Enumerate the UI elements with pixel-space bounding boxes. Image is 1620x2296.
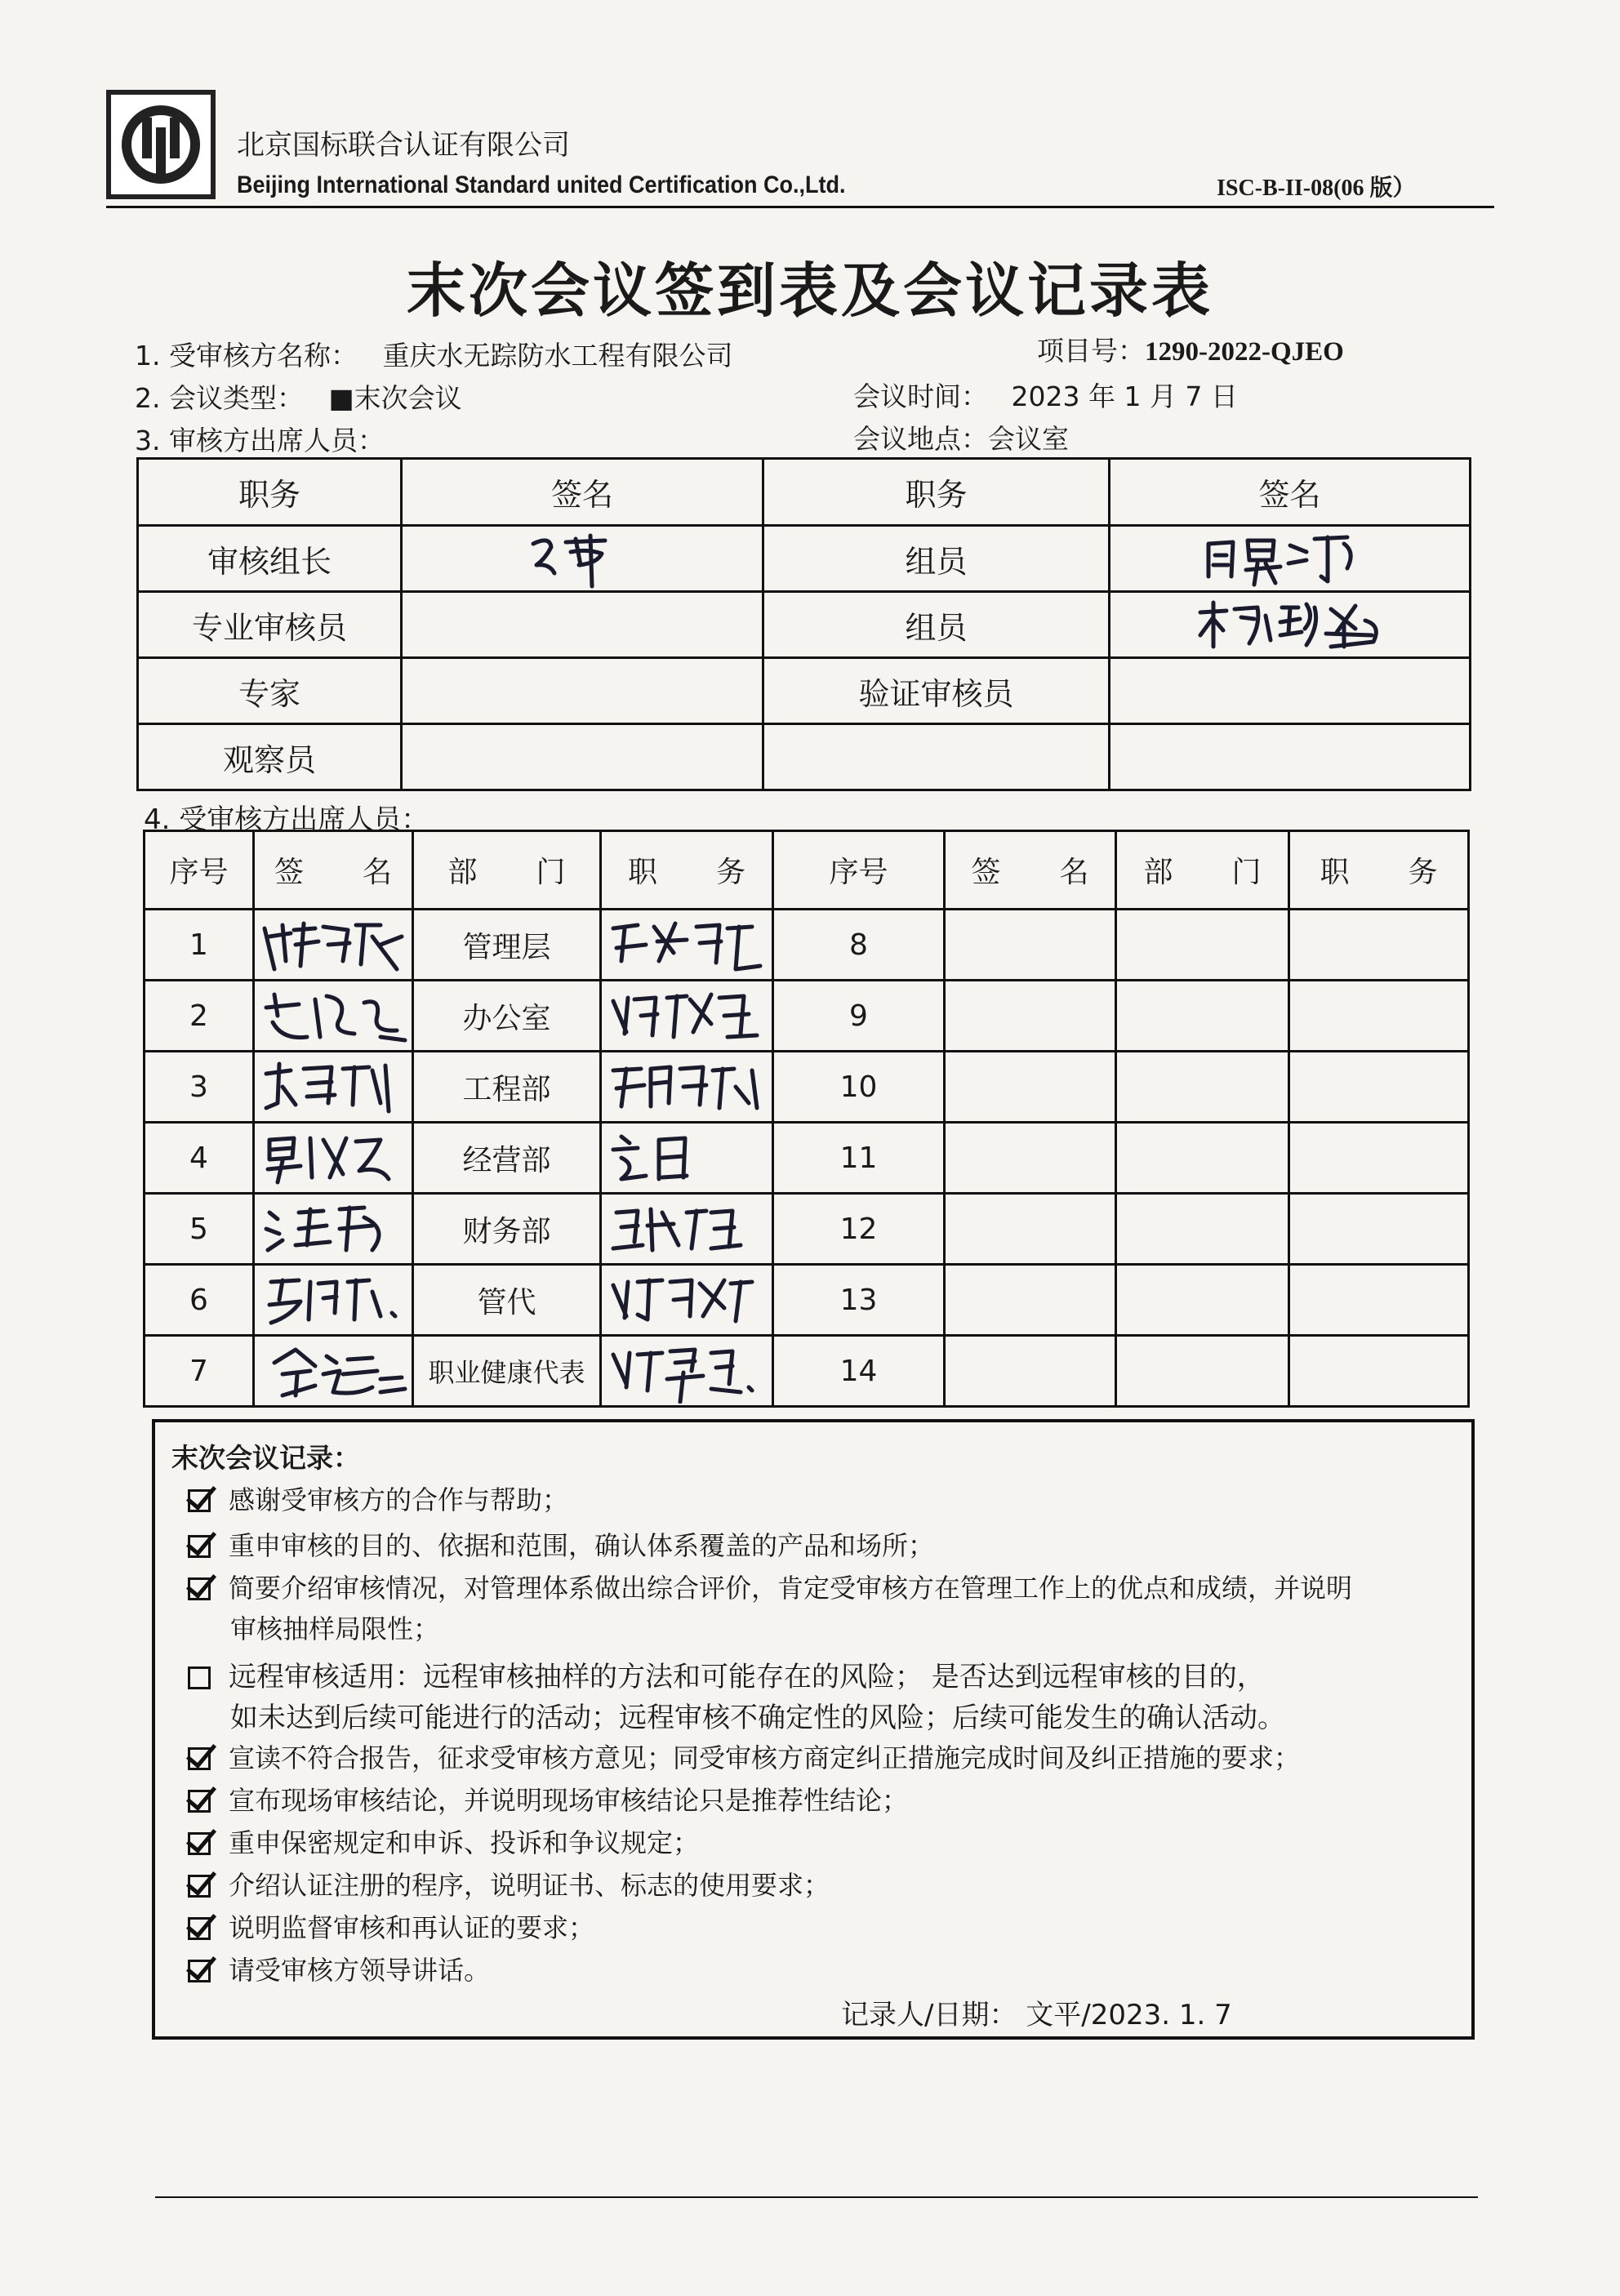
- header-position: 职 务: [1289, 831, 1469, 910]
- signature-cell: [254, 1336, 413, 1407]
- checked-checkbox-icon[interactable]: [188, 1960, 211, 1982]
- unchecked-checkbox-icon[interactable]: [188, 1666, 211, 1689]
- checked-checkbox-icon[interactable]: [188, 1917, 211, 1940]
- company-name-cn: 北京国标联合认证有限公司: [237, 129, 570, 162]
- checked-checkbox-icon[interactable]: [188, 1489, 211, 1512]
- header-role: 职务: [763, 459, 1110, 526]
- row-number: 13: [773, 1265, 945, 1336]
- position-cell: [601, 1123, 773, 1194]
- auditee-table-header: [145, 831, 1469, 910]
- position-cell: [601, 1052, 773, 1123]
- signature-cell: [402, 724, 763, 790]
- position-cell: [601, 1336, 773, 1407]
- row-number: 4: [145, 1123, 254, 1194]
- record-item-text: 远程审核适用：远程审核抽样的方法和可能存在的风险； 是否达到远程审核的目的，: [229, 1661, 1265, 1693]
- checked-checkbox-icon[interactable]: [188, 1535, 211, 1558]
- signature-cell: [945, 1265, 1116, 1336]
- record-item-text: 宣布现场审核结论，并说明现场审核结论只是推荐性结论；: [229, 1785, 909, 1816]
- audit-attendees-label: 3. 审核方出席人员：: [135, 425, 385, 456]
- header-role: 职务: [138, 459, 402, 526]
- row-number: 1: [145, 910, 254, 981]
- footer-rule: [155, 2196, 1478, 2198]
- form-code: ISC-B-II-08(06 版）: [1217, 176, 1416, 201]
- row-number: 10: [773, 1052, 945, 1123]
- row-number: 7: [145, 1336, 254, 1407]
- signature-cell: [945, 1194, 1116, 1265]
- record-item-continued: 如未达到后续可能进行的活动；远程审核不确定性的风险；后续可能发生的确认活动。: [230, 1702, 1285, 1734]
- handwritten-signature: [258, 1054, 409, 1119]
- table-row: [138, 724, 1471, 790]
- role-cell: 组员: [763, 526, 1110, 592]
- table-row: [145, 1336, 1469, 1407]
- handwritten-signature: [605, 1196, 768, 1261]
- header-department: 部 门: [1116, 831, 1289, 910]
- department-cell: 职业健康代表: [413, 1336, 601, 1407]
- signature-cell: [1110, 724, 1471, 790]
- record-item: [188, 1568, 1352, 1605]
- record-item: [188, 1525, 934, 1563]
- header-signature: 签名: [402, 459, 763, 526]
- header-no: 序号: [145, 831, 254, 910]
- signature-cell: [254, 1052, 413, 1123]
- signature-cell: [402, 658, 763, 724]
- meeting-record-title: 末次会议记录：: [171, 1442, 360, 1474]
- role-cell: 专家: [138, 658, 402, 724]
- header-position: 职 务: [601, 831, 773, 910]
- row-number: 3: [145, 1052, 254, 1123]
- department-cell: 财务部: [413, 1194, 601, 1265]
- role-cell: 观察员: [138, 724, 402, 790]
- header-rule: [106, 206, 1494, 208]
- table-row: [145, 1265, 1469, 1336]
- record-item-text: 介绍认证注册的程序，说明证书、标志的使用要求；: [229, 1870, 830, 1901]
- department-cell: [1116, 1265, 1289, 1336]
- signature-cell: [945, 1123, 1116, 1194]
- header-signature: 签名: [1110, 459, 1471, 526]
- company-name-en: Beijing International Standard united Certification Co.,Ltd.: [237, 171, 846, 198]
- checked-checkbox-icon[interactable]: [188, 1747, 211, 1770]
- location: 会议室: [988, 423, 1069, 455]
- role-cell: [763, 724, 1110, 790]
- position-cell: [1289, 910, 1469, 981]
- signature-cell: [402, 526, 763, 592]
- record-item-text: 请受审核方领导讲话。: [229, 1955, 491, 1986]
- checked-checkbox-icon[interactable]: [188, 1790, 211, 1813]
- project-number: 1290-2022-QJEO: [1145, 337, 1344, 367]
- recorder-value: 文平/2023. 1. 7: [1026, 1999, 1232, 2031]
- department-cell: 办公室: [413, 981, 601, 1052]
- logo-icon: [111, 95, 211, 194]
- handwritten-signature: [605, 1125, 768, 1190]
- handwritten-signature: [1184, 527, 1396, 590]
- record-item: [188, 1907, 594, 1945]
- row-number: 9: [773, 981, 945, 1052]
- project-line: [1037, 330, 1344, 368]
- auditee-attendees-table: [143, 830, 1470, 1408]
- header-signature: 签 名: [945, 831, 1116, 910]
- handwritten-signature: [258, 912, 409, 977]
- role-cell: 组员: [763, 592, 1110, 658]
- position-cell: [1289, 981, 1469, 1052]
- department-cell: 管理层: [413, 910, 601, 981]
- department-cell: [1116, 981, 1289, 1052]
- position-cell: [1289, 1194, 1469, 1265]
- signature-cell: [254, 1123, 413, 1194]
- signature-cell: [1110, 526, 1471, 592]
- table-row: [145, 981, 1469, 1052]
- company-logo: [106, 90, 216, 199]
- table-row: [145, 910, 1469, 981]
- meeting-type: ■末次会议: [328, 382, 462, 414]
- role-cell: 审核组长: [138, 526, 402, 592]
- department-cell: [1116, 1336, 1289, 1407]
- row-number: 5: [145, 1194, 254, 1265]
- signature-cell: [1110, 658, 1471, 724]
- location-label: 会议地点：: [853, 423, 988, 455]
- meeting-time-label: 会议时间：: [853, 380, 988, 412]
- checked-checkbox-icon[interactable]: [188, 1832, 211, 1855]
- department-cell: [1116, 1123, 1289, 1194]
- table-row: [138, 658, 1471, 724]
- signature-cell: [402, 592, 763, 658]
- role-cell: 验证审核员: [763, 658, 1110, 724]
- row-number: 8: [773, 910, 945, 981]
- handwritten-signature: [258, 983, 409, 1048]
- record-item-text: 宣读不符合报告，征求受审核方意见；同受审核方商定纠正措施完成时间及纠正措施的要求；: [229, 1742, 1301, 1773]
- meeting-type-line: [135, 377, 462, 416]
- handwritten-signature: [258, 1196, 409, 1261]
- department-cell: 工程部: [413, 1052, 601, 1123]
- meeting-type-label: 2. 会议类型：: [135, 382, 304, 414]
- signature-cell: [945, 1052, 1116, 1123]
- audit-team-table: [136, 457, 1471, 791]
- signature-cell: [254, 981, 413, 1052]
- signature-cell: [945, 1336, 1116, 1407]
- auditee-line: [135, 335, 732, 373]
- meeting-time: 2023 年 1 月 7 日: [1011, 380, 1238, 412]
- record-item-text: 简要介绍审核情况，对管理体系做出综合评价，肯定受审核方在管理工作上的优点和成绩，并说明: [229, 1573, 1353, 1604]
- recorder-label: 记录人/日期：: [841, 1999, 1017, 2031]
- meeting-time-line: [853, 376, 1238, 414]
- row-number: 11: [773, 1123, 945, 1194]
- department-cell: 管代: [413, 1265, 601, 1336]
- handwritten-signature: [605, 912, 768, 977]
- handwritten-signature: [605, 1267, 768, 1333]
- row-number: 14: [773, 1336, 945, 1407]
- table-row: [145, 1123, 1469, 1194]
- checked-checkbox-icon[interactable]: [188, 1875, 211, 1898]
- record-item-text: 重申保密规定和申诉、投诉和争议规定；: [229, 1827, 700, 1858]
- position-cell: [601, 1194, 773, 1265]
- table-row: [138, 592, 1471, 658]
- role-cell: 专业审核员: [138, 592, 402, 658]
- record-item-text: 说明监督审核和再认证的要求；: [229, 1912, 595, 1943]
- handwritten-signature: [1176, 593, 1404, 656]
- department-cell: 经营部: [413, 1123, 601, 1194]
- header-signature: 签 名: [254, 831, 413, 910]
- record-item: [188, 1865, 830, 1902]
- row-number: 6: [145, 1265, 254, 1336]
- signature-cell: [945, 910, 1116, 981]
- checked-checkbox-icon[interactable]: [188, 1577, 211, 1600]
- handwritten-signature: [605, 983, 768, 1048]
- header-no: 序号: [773, 831, 945, 910]
- audit-table-header: [138, 459, 1471, 526]
- table-row: [138, 526, 1471, 592]
- signature-cell: [254, 910, 413, 981]
- handwritten-signature: [258, 1125, 409, 1190]
- record-item: [188, 1654, 1265, 1694]
- record-item: [188, 1950, 490, 1987]
- department-cell: [1116, 1052, 1289, 1123]
- position-cell: [1289, 1336, 1469, 1407]
- record-item: [188, 1780, 908, 1818]
- record-item-continued: 审核抽样局限性；: [230, 1613, 440, 1644]
- auditee-name: 重庆水无踪防水工程有限公司: [382, 340, 733, 372]
- position-cell: [601, 910, 773, 981]
- department-cell: [1116, 1194, 1289, 1265]
- position-cell: [1289, 1123, 1469, 1194]
- position-cell: [601, 981, 773, 1052]
- signature-cell: [254, 1194, 413, 1265]
- signature-cell: [945, 981, 1116, 1052]
- position-cell: [1289, 1265, 1469, 1336]
- auditee-attendees-label: 4. 受审核方出席人员：: [144, 803, 429, 836]
- handwritten-signature: [501, 527, 664, 590]
- handwritten-signature: [605, 1054, 768, 1119]
- handwritten-signature: [258, 1338, 409, 1404]
- record-item: [188, 1822, 699, 1860]
- signature-cell: [1110, 592, 1471, 658]
- header-department: 部 门: [413, 831, 601, 910]
- row-number: 12: [773, 1194, 945, 1265]
- handwritten-signature: [605, 1338, 768, 1404]
- position-cell: [601, 1265, 773, 1336]
- project-label: 项目号：: [1037, 335, 1145, 367]
- recorder-line: [841, 1992, 1232, 2032]
- record-item-text: 重申审核的目的、依据和范围，确认体系覆盖的产品和场所；: [229, 1530, 935, 1561]
- auditee-label: 1. 受审核方名称：: [135, 340, 358, 372]
- department-cell: [1116, 910, 1289, 981]
- record-item-text: 感谢受审核方的合作与帮助；: [229, 1484, 569, 1515]
- location-line: [853, 418, 1069, 456]
- table-row: [145, 1194, 1469, 1265]
- position-cell: [1289, 1052, 1469, 1123]
- signature-cell: [254, 1265, 413, 1336]
- page-title: 末次会议签到表及会议记录表: [406, 256, 1213, 325]
- row-number: 2: [145, 981, 254, 1052]
- record-item: [188, 1738, 1300, 1775]
- handwritten-signature: [258, 1267, 409, 1333]
- table-row: [145, 1052, 1469, 1123]
- record-item: [188, 1479, 568, 1517]
